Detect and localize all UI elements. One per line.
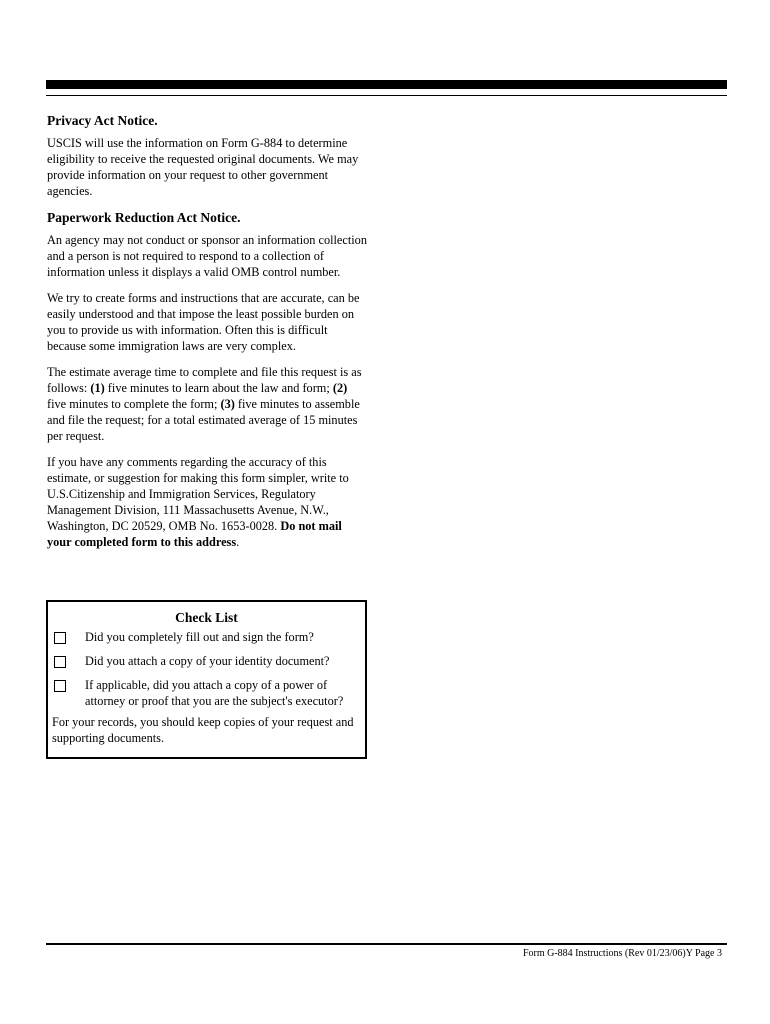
- checklist-title: Check List: [175, 610, 238, 625]
- top-rule-thin: [46, 95, 727, 96]
- p3-text-1: The estimate average time to complete and file this request is as follows:: [47, 365, 362, 395]
- checklist-item-text: If applicable, did you attach a copy of a power of attorney or proof that you are the subject's executor?: [85, 678, 344, 708]
- records-note: For your records, you should keep copies of your request and supporting documents.: [52, 715, 354, 745]
- p3-bold-1: (1): [90, 381, 105, 395]
- p4-text-1: If you have any comments regarding the accuracy of this estimate, or suggestion for making this form simpler, write to U.S.Citizenship and Immigration Services, Regulatory Management Division, 111 Massachusetts Avenue, N.W., Washington, DC 20529, OMB No. 1653-0028.: [47, 455, 349, 533]
- privacy-text: USCIS will use the information on Form G-884 to determine eligibility to receive the requested original documents. We may provide information on your request to other government agencies.: [47, 136, 359, 198]
- page-footer: Form G-884 Instructions (Rev 01/23/06)Y Page 3: [522, 948, 722, 959]
- checklist-item-text: Did you completely fill out and sign the form?: [85, 630, 314, 644]
- p3-bold-2: (2): [332, 381, 348, 395]
- paperwork-paragraph-2: We try to create forms and instructions that are accurate, can be easily understood and that impose the least possible burden on you to provide us with information. Often this is difficult because some immigration laws are very complex.: [47, 291, 360, 353]
- checklist-item-text: Did you attach a copy of your identity document?: [85, 654, 330, 668]
- checklist-box: [46, 600, 367, 759]
- p4-text-2: .: [236, 535, 240, 549]
- checkbox[interactable]: [54, 656, 66, 668]
- p4-bold-1: Do not mail your completed form to this address: [47, 519, 342, 549]
- checklist-item: [48, 653, 365, 669]
- p3-text-2: five minutes to learn about the law and form;: [104, 381, 333, 395]
- checklist-item: [48, 629, 365, 645]
- bottom-rule: [46, 943, 727, 945]
- p3-text-4: five minutes to assemble and file the request; for a total estimated average of 15 minutes per request.: [47, 397, 360, 443]
- top-rule-thick: [46, 80, 727, 89]
- checkbox[interactable]: [54, 680, 66, 692]
- paperwork-heading: Paperwork Reduction Act Notice.: [47, 210, 241, 225]
- p3-bold-3: (3): [220, 397, 235, 411]
- paperwork-paragraph-3: [47, 364, 367, 444]
- privacy-heading: Privacy Act Notice.: [47, 113, 158, 128]
- notice-column: [47, 112, 367, 560]
- checkbox[interactable]: [54, 632, 66, 644]
- paperwork-paragraph-1: An agency may not conduct or sponsor an information collection and a person is not required to respond to a collection of information unless it displays a valid OMB control number.: [47, 233, 367, 279]
- p3-text-3: five minutes to complete the form;: [47, 397, 221, 411]
- checklist-item: [48, 677, 365, 709]
- paperwork-paragraph-4: [47, 454, 367, 550]
